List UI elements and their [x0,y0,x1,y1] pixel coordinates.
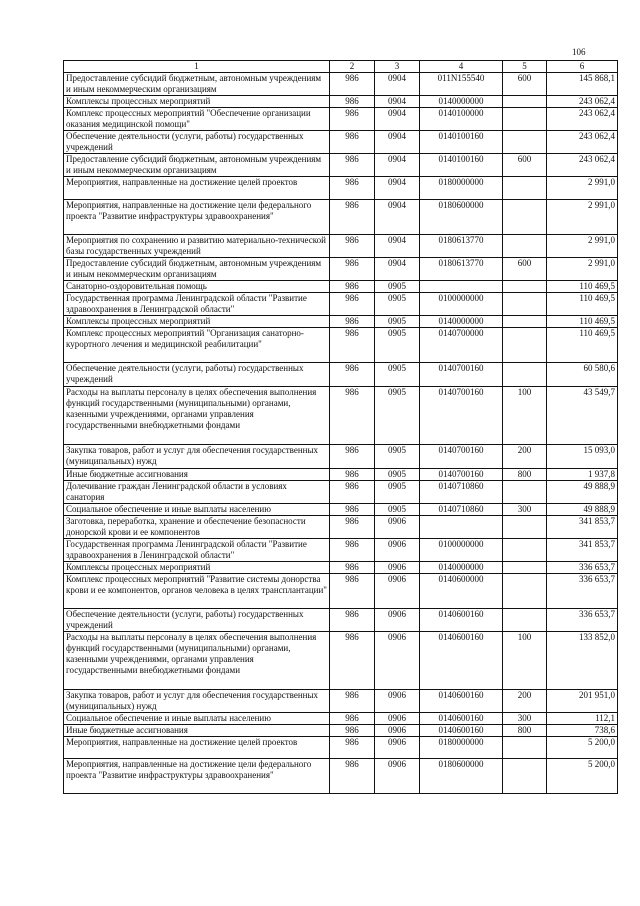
expense-type-cell: 200 [503,445,547,469]
target-article-cell: 0140600160 [420,713,503,725]
expense-type-cell [503,363,547,387]
section-code-cell: 0904 [375,108,420,131]
amount-cell: 243 062,4 [547,96,618,108]
target-article-cell: 0180600000 [420,759,503,794]
admin-code-cell: 986 [330,131,375,154]
amount-cell: 110 469,5 [547,328,618,363]
table-row [64,73,618,96]
description-cell: Расходы на выплаты персоналу в целях обеспечения выполнения функций государственными (муниципальными) органами, казенными учреждениями, органами управления государственными внебюджетными фондами [64,387,330,445]
table-row [64,469,618,481]
description-cell: Предоставление субсидий бюджетным, автономным учреждениям и иным некоммерческим организациям [64,73,330,96]
section-code-cell: 0906 [375,562,420,574]
expense-type-cell: 600 [503,73,547,96]
amount-cell: 243 062,4 [547,154,618,177]
amount-cell: 5 200,0 [547,737,618,759]
description-cell: Иные бюджетные ассигнования [64,725,330,737]
admin-code-cell: 986 [330,363,375,387]
section-code-cell: 0906 [375,609,420,632]
table-row [64,387,618,445]
section-code-cell: 0906 [375,632,420,690]
target-article-cell: 0140100000 [420,108,503,131]
expense-type-cell [503,235,547,258]
target-article-cell: 0140700160 [420,469,503,481]
admin-code-cell: 986 [330,445,375,469]
header-cell: 1 [64,61,330,73]
target-article-cell: 0140600160 [420,632,503,690]
admin-code-cell: 986 [330,481,375,504]
admin-code-cell: 986 [330,574,375,609]
table-row [64,690,618,713]
expense-type-cell: 600 [503,258,547,281]
admin-code-cell: 986 [330,632,375,690]
description-cell: Государственная программа Ленинградской области "Развитие здравоохранения в Ленинградской области" [64,539,330,562]
amount-cell: 336 653,7 [547,562,618,574]
description-cell: Иные бюджетные ассигнования [64,469,330,481]
table-row [64,516,618,539]
table-row [64,539,618,562]
target-article-cell: 0140600160 [420,690,503,713]
table-row [64,316,618,328]
expense-type-cell [503,200,547,235]
section-code-cell: 0905 [375,481,420,504]
target-article-cell: 0180000000 [420,737,503,759]
section-code-cell: 0905 [375,293,420,316]
amount-cell: 110 469,5 [547,281,618,293]
admin-code-cell: 986 [330,759,375,794]
amount-cell: 201 951,0 [547,690,618,713]
section-code-cell: 0904 [375,131,420,154]
admin-code-cell: 986 [330,200,375,235]
description-cell: Обеспечение деятельности (услуги, работы) государственных учреждений [64,131,330,154]
amount-cell: 243 062,4 [547,131,618,154]
description-cell: Расходы на выплаты персоналу в целях обеспечения выполнения функций государственными (муниципальными) органами, казенными учреждениями, органами управления государственными внебюджетными фондами [64,632,330,690]
table-row [64,258,618,281]
table-row [64,481,618,504]
admin-code-cell: 986 [330,281,375,293]
target-article-cell: 0140700000 [420,328,503,363]
expense-type-cell [503,177,547,200]
amount-cell: 2 991,0 [547,200,618,235]
target-article-cell: 011N155540 [420,73,503,96]
description-cell: Мероприятия, направленные на достижение цели федерального проекта "Развитие инфраструктуры здравоохранения" [64,200,330,235]
header-cell: 6 [547,61,618,73]
admin-code-cell: 986 [330,713,375,725]
table-row [64,235,618,258]
table-row [64,108,618,131]
table-row [64,759,618,794]
admin-code-cell: 986 [330,73,375,96]
header-cell: 4 [420,61,503,73]
section-code-cell: 0906 [375,690,420,713]
expense-type-cell [503,574,547,609]
expense-type-cell: 200 [503,690,547,713]
table-row [64,725,618,737]
description-cell: Закупка товаров, работ и услуг для обеспечения государственных (муниципальных) нужд [64,690,330,713]
header-row [64,61,618,73]
admin-code-cell: 986 [330,108,375,131]
amount-cell: 43 549,7 [547,387,618,445]
expense-type-cell [503,759,547,794]
amount-cell: 49 888,9 [547,504,618,516]
section-code-cell: 0906 [375,759,420,794]
target-article-cell: 0180600000 [420,200,503,235]
admin-code-cell: 986 [330,96,375,108]
admin-code-cell: 986 [330,316,375,328]
admin-code-cell: 986 [330,725,375,737]
header-cell: 5 [503,61,547,73]
amount-cell: 336 653,7 [547,574,618,609]
amount-cell: 49 888,9 [547,481,618,504]
amount-cell: 243 062,4 [547,108,618,131]
section-code-cell: 0905 [375,387,420,445]
table-row [64,96,618,108]
expense-type-cell [503,293,547,316]
description-cell: Мероприятия, направленные на достижение целей проектов [64,177,330,200]
admin-code-cell: 986 [330,737,375,759]
description-cell: Комплексы процессных мероприятий [64,562,330,574]
expense-type-cell [503,539,547,562]
expense-type-cell [503,108,547,131]
amount-cell: 738,6 [547,725,618,737]
expense-type-cell: 300 [503,504,547,516]
description-cell: Предоставление субсидий бюджетным, автономным учреждениям и иным некоммерческим организациям [64,154,330,177]
description-cell: Обеспечение деятельности (услуги, работы) государственных учреждений [64,609,330,632]
section-code-cell: 0905 [375,316,420,328]
description-cell: Мероприятия, направленные на достижение целей проектов [64,737,330,759]
amount-cell: 341 853,7 [547,539,618,562]
amount-cell: 60 580,6 [547,363,618,387]
amount-cell: 2 991,0 [547,258,618,281]
target-article-cell: 0140000000 [420,316,503,328]
section-code-cell: 0906 [375,516,420,539]
target-article-cell: 0140600160 [420,609,503,632]
table-row [64,131,618,154]
amount-cell: 2 991,0 [547,177,618,200]
amount-cell: 341 853,7 [547,516,618,539]
description-cell: Мероприятия, направленные на достижение цели федерального проекта "Развитие инфраструктуры здравоохранения" [64,759,330,794]
expense-type-cell: 600 [503,154,547,177]
admin-code-cell: 986 [330,387,375,445]
description-cell: Мероприятия по сохранению и развитию материально-технической базы государственных учреждений [64,235,330,258]
target-article-cell: 0140710860 [420,504,503,516]
section-code-cell: 0904 [375,73,420,96]
expense-type-cell [503,131,547,154]
table-row [64,713,618,725]
table-row [64,328,618,363]
description-cell: Предоставление субсидий бюджетным, автономным учреждениям и иным некоммерческим организациям [64,258,330,281]
table-row [64,737,618,759]
amount-cell: 336 653,7 [547,609,618,632]
amount-cell: 145 868,1 [547,73,618,96]
table-row [64,177,618,200]
description-cell: Комплексы процессных мероприятий [64,316,330,328]
description-cell: Долечивание граждан Ленинградской области в условиях санатория [64,481,330,504]
target-article-cell: 0100000000 [420,293,503,316]
header-cell: 3 [375,61,420,73]
budget-table [63,60,618,794]
section-code-cell: 0904 [375,96,420,108]
target-article-cell: 0140600000 [420,574,503,609]
section-code-cell: 0905 [375,363,420,387]
target-article-cell: 0140000000 [420,562,503,574]
amount-cell: 110 469,5 [547,316,618,328]
expense-type-cell [503,737,547,759]
target-article-cell: 0140100160 [420,131,503,154]
table-row [64,281,618,293]
description-cell: Социальное обеспечение и иные выплаты населению [64,713,330,725]
section-code-cell: 0906 [375,539,420,562]
admin-code-cell: 986 [330,469,375,481]
description-cell: Комплекс процессных мероприятий "Обеспечение организации оказания медицинской помощи" [64,108,330,131]
expense-type-cell: 800 [503,469,547,481]
page-number: 106 [572,47,586,57]
admin-code-cell: 986 [330,690,375,713]
description-cell: Социальное обеспечение и иные выплаты населению [64,504,330,516]
section-code-cell: 0905 [375,469,420,481]
target-article-cell [420,281,503,293]
section-code-cell: 0905 [375,328,420,363]
target-article-cell: 0100000000 [420,539,503,562]
expense-type-cell [503,481,547,504]
amount-cell: 110 469,5 [547,293,618,316]
target-article-cell: 0180613770 [420,235,503,258]
table-body [64,73,618,794]
amount-cell: 15 093,0 [547,445,618,469]
expense-type-cell [503,316,547,328]
amount-cell: 1 937,8 [547,469,618,481]
admin-code-cell: 986 [330,154,375,177]
expense-type-cell: 100 [503,387,547,445]
target-article-cell: 0140000000 [420,96,503,108]
expense-type-cell [503,516,547,539]
description-cell: Комплексы процессных мероприятий [64,96,330,108]
table-row [64,363,618,387]
table-row [64,632,618,690]
header-cell: 2 [330,61,375,73]
expense-type-cell [503,609,547,632]
target-article-cell: 0140600160 [420,725,503,737]
section-code-cell: 0904 [375,258,420,281]
table-row [64,200,618,235]
expense-type-cell [503,562,547,574]
target-article-cell [420,516,503,539]
description-cell: Комплекс процессных мероприятий "Развитие системы донорства крови и ее компонентов, органов человека в целях трансплантации" [64,574,330,609]
description-cell: Санаторно-оздоровительная помощь [64,281,330,293]
section-code-cell: 0904 [375,154,420,177]
admin-code-cell: 986 [330,516,375,539]
target-article-cell: 0140710860 [420,481,503,504]
section-code-cell: 0906 [375,574,420,609]
section-code-cell: 0904 [375,177,420,200]
section-code-cell: 0905 [375,504,420,516]
description-cell: Государственная программа Ленинградской области "Развитие здравоохранения в Ленинградской области" [64,293,330,316]
admin-code-cell: 986 [330,235,375,258]
table-row [64,445,618,469]
expense-type-cell [503,281,547,293]
target-article-cell: 0180000000 [420,177,503,200]
section-code-cell: 0905 [375,445,420,469]
section-code-cell: 0904 [375,200,420,235]
expense-type-cell: 100 [503,632,547,690]
admin-code-cell: 986 [330,328,375,363]
expense-type-cell [503,328,547,363]
amount-cell: 5 200,0 [547,759,618,794]
table-row [64,504,618,516]
target-article-cell: 0180613770 [420,258,503,281]
target-article-cell: 0140100160 [420,154,503,177]
table-row [64,293,618,316]
expense-type-cell: 800 [503,725,547,737]
amount-cell: 112,1 [547,713,618,725]
description-cell: Обеспечение деятельности (услуги, работы) государственных учреждений [64,363,330,387]
admin-code-cell: 986 [330,609,375,632]
description-cell: Закупка товаров, работ и услуг для обеспечения государственных (муниципальных) нужд [64,445,330,469]
admin-code-cell: 986 [330,562,375,574]
description-cell: Комплекс процессных мероприятий "Организация санаторно-курортного лечения и медицинской реабилитации" [64,328,330,363]
target-article-cell: 0140700160 [420,363,503,387]
table-row [64,562,618,574]
section-code-cell: 0906 [375,725,420,737]
admin-code-cell: 986 [330,293,375,316]
section-code-cell: 0904 [375,235,420,258]
target-article-cell: 0140700160 [420,445,503,469]
table-row [64,154,618,177]
amount-cell: 133 852,0 [547,632,618,690]
section-code-cell: 0905 [375,281,420,293]
section-code-cell: 0906 [375,713,420,725]
description-cell: Заготовка, переработка, хранение и обеспечение безопасности донорской крови и ее компонентов [64,516,330,539]
admin-code-cell: 986 [330,258,375,281]
target-article-cell: 0140700160 [420,387,503,445]
section-code-cell: 0906 [375,737,420,759]
admin-code-cell: 986 [330,177,375,200]
amount-cell: 2 991,0 [547,235,618,258]
table-row [64,574,618,609]
expense-type-cell [503,96,547,108]
admin-code-cell: 986 [330,539,375,562]
table-row [64,609,618,632]
admin-code-cell: 986 [330,504,375,516]
expense-type-cell: 300 [503,713,547,725]
